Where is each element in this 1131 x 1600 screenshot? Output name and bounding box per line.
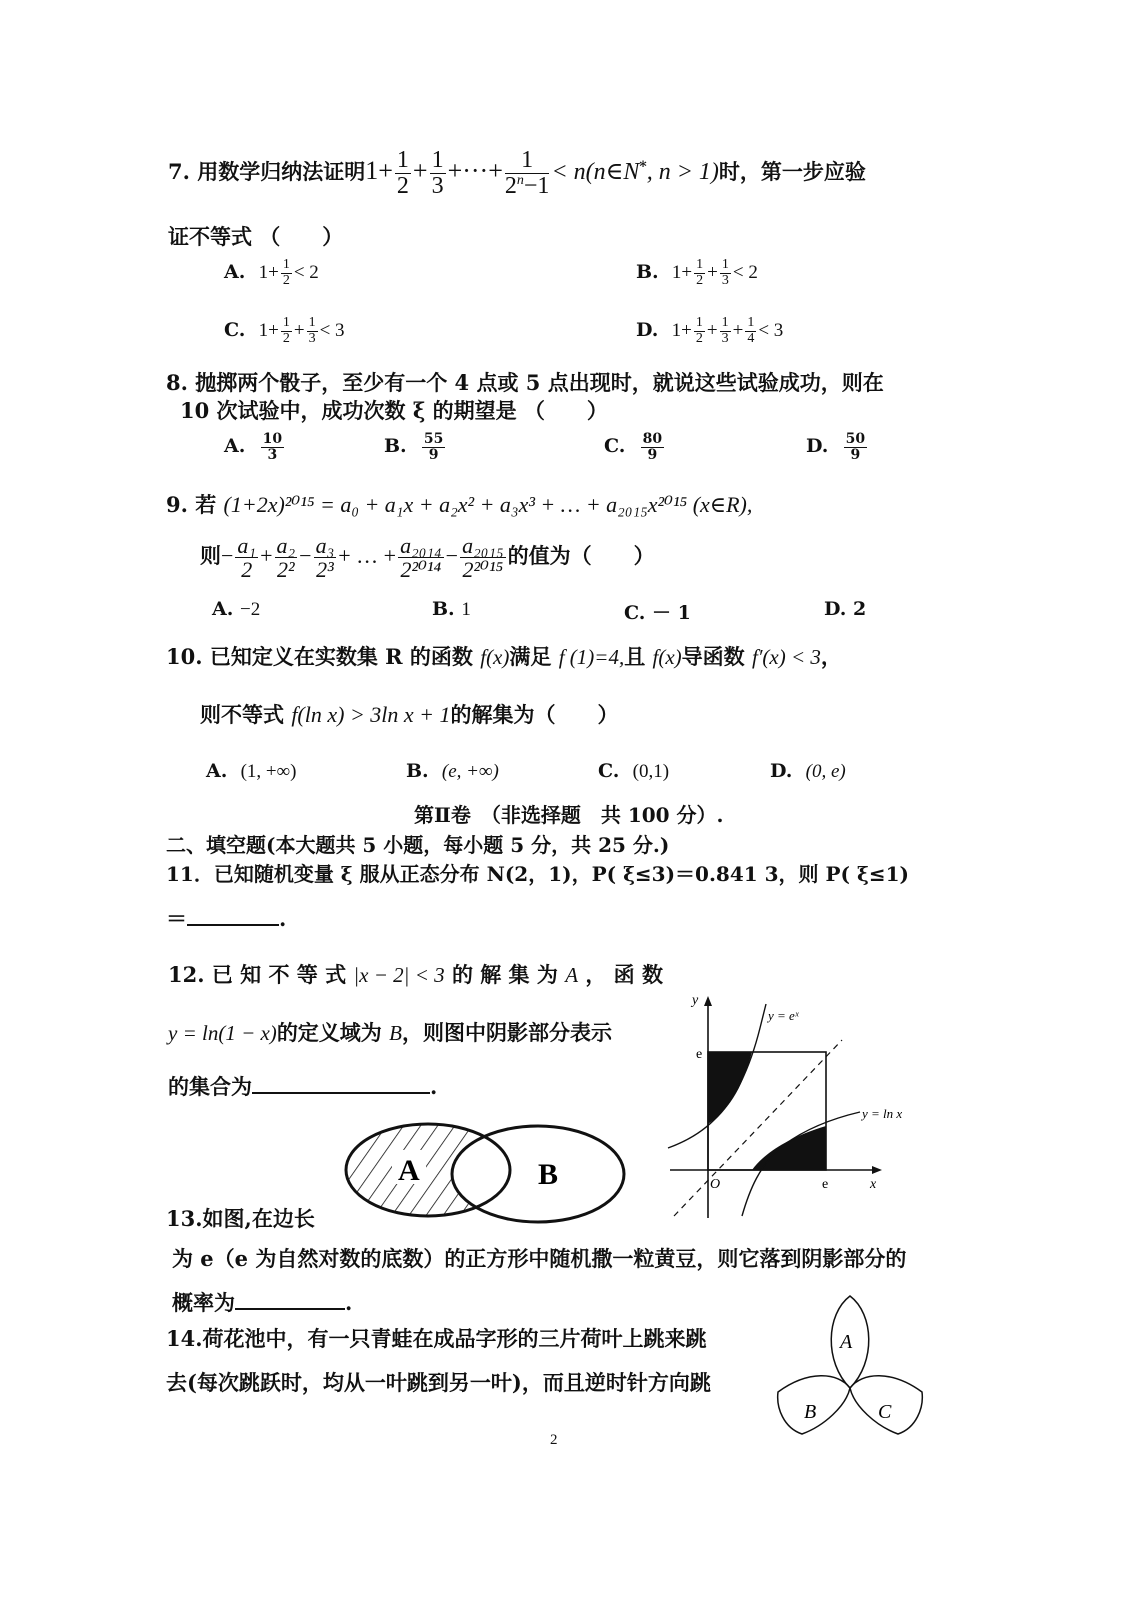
q10-option-d[interactable]: D. (0, e) — [770, 760, 846, 782]
q11-stem-line2: ＝ . — [166, 906, 287, 931]
q7-stem-line2: 证不等式 （ ） — [168, 224, 344, 249]
q12-stem-line1: 12. 已 知 不 等 式 |x − 2| < 3 的 解 集 为 A ， 函 数 — [168, 962, 663, 987]
q8-option-c[interactable]: C. $\frac{80}{9}$ — [604, 431, 663, 463]
q12-answer-blank[interactable] — [252, 1074, 430, 1094]
graph-e-x-label: e — [822, 1177, 829, 1192]
q8-stem-line2: 10 次试验中，成功次数 ξ 的期望是 （ ） — [180, 398, 608, 423]
leaf-b-label: B — [804, 1401, 817, 1423]
q13-stem-line2: 为 e（e 为自然对数的底数）的正方形中随机撒一粒黄豆，则它落到阴影部分的 — [172, 1246, 907, 1271]
q11-stem-line1: 11．已知随机变量 ξ 服从正态分布 N(2，1)，P( ξ≤3)＝0.841 3，则 P( ξ≤1) — [166, 862, 909, 886]
q10-option-b[interactable]: B. (e, +∞) — [406, 760, 499, 782]
page-number: 2 — [550, 1432, 558, 1448]
graph-ln-label: y = ln x — [862, 1106, 903, 1121]
section-title: 第Ⅱ卷 （非选择题 共 100 分）. — [414, 803, 724, 827]
leaf-a-label: A — [840, 1331, 853, 1353]
q10-option-a[interactable]: A. (1, +∞) — [206, 760, 297, 782]
q7-option-c[interactable]: C. 1+ $\frac{1}{2}$ + $\frac{1}{3}$ < 3 — [224, 315, 345, 346]
graph-y-axis-arrow — [704, 996, 712, 1006]
section-heading: 二、填空题(本大题共 5 小题，每小题 5 分，共 25 分.) — [166, 833, 670, 857]
graph-y-label: y — [692, 993, 699, 1008]
q13-answer-blank[interactable] — [235, 1290, 345, 1310]
q12-stem-line2: y = ln(1 − x)的定义域为 B，则图中阴影部分表示 — [168, 1020, 612, 1045]
q11-answer-blank[interactable] — [187, 906, 279, 926]
q8-option-d[interactable]: D. $\frac{50}{9}$ — [806, 431, 866, 463]
q8-option-b[interactable]: B. $\frac{55}{9}$ — [384, 431, 444, 463]
q7-stem: 7. 用数学归纳法证明1+ $\frac{1}{2}$ + $\frac{1}{3}$ +···+ $\frac{1}{2^n-1}$ < n(n∈N*, n > 1)时，第一步应验 — [168, 147, 866, 200]
graph-x-label: x — [870, 1177, 877, 1192]
q7-option-d[interactable]: D. 1+ $\frac{1}{2}$ + $\frac{1}{3}$ + $\frac{1}{4}$ < 3 — [636, 315, 784, 346]
graph-e-y-label: e — [696, 1047, 703, 1062]
venn-label-a: A — [398, 1154, 420, 1187]
q9-stem-line1: 9. 若 (1+2x)²⁰¹⁵ = a₀ + a₁x + a₂x² + a₃x³ + … + a₂₀₁₅x²⁰¹⁵ (x∈R), — [166, 492, 753, 517]
graph-origin-label: O — [710, 1177, 721, 1192]
graph-exp-label: y = eˣ — [768, 1008, 799, 1023]
graph-shade-top — [708, 1052, 752, 1124]
graph-line-y-eq-x — [674, 1040, 842, 1216]
exp-ln-graph — [660, 990, 930, 1222]
q9-option-b[interactable]: B. 1 — [432, 598, 471, 620]
q12-stem-line3: 的集合为 . — [168, 1074, 438, 1099]
graph-shade-bottom — [752, 1126, 826, 1170]
q10-stem-line1: 10. 已知定义在实数集 R 的函数 f(x)满足 f (1)=4,且 f(x)导函数 f′(x) < 3， — [166, 644, 842, 669]
venn-diagram — [340, 1118, 640, 1228]
q10-stem-line2: 则不等式 f(ln x) > 3ln x + 1的解集为（ ） — [200, 702, 619, 727]
venn-label-b: B — [538, 1158, 559, 1191]
q13-stem-line1: 13.如图,在边长 — [166, 1206, 315, 1231]
leaf-c-label: C — [878, 1401, 892, 1423]
q7-option-b[interactable]: B. 1+ $\frac{1}{2}$ + $\frac{1}{3}$ < 2 — [636, 257, 758, 288]
q10-option-c[interactable]: C. (0,1) — [598, 760, 670, 782]
q14-stem-line1: 14.荷花池中，有一只青蛙在成品字形的三片荷叶上跳来跳 — [166, 1326, 707, 1351]
q9-option-c[interactable]: C. － 1 — [624, 602, 691, 624]
q8-stem-line1: 8. 抛掷两个骰子，至少有一个 4 点或 5 点出现时，就说这些试验成功，则在 — [166, 370, 884, 395]
q8-option-a[interactable]: A. $\frac{10}{3}$ — [224, 431, 283, 463]
graph-x-axis-arrow — [872, 1166, 882, 1174]
q9-stem-line2: 则− $\frac{\text{a₁}}{2}$ + $\frac{\text{a₂}}{\text{2²}}$ − $\frac{\text{a₃}}{\text{2³}}$ + … + $\frac{\text{a₂₀₁₄}}{\text{2²⁰¹⁴}}$ − $\frac{\text{a₂₀₁₅}}{\text{2²⁰¹⁵}}$ 的值为（ ） — [200, 533, 655, 583]
q13-stem-line3: 概率为 . — [172, 1290, 353, 1315]
q7-option-a[interactable]: A. 1+ $\frac{1}{2}$ < 2 — [224, 257, 319, 288]
lotus-leaves-diagram — [768, 1292, 944, 1442]
q9-option-a[interactable]: A. −2 — [212, 598, 261, 620]
q9-option-d[interactable]: D. 2 — [824, 598, 867, 620]
q14-stem-line2: 去(每次跳跃时，均从一叶跳到另一叶)，而且逆时针方向跳 — [166, 1370, 711, 1395]
